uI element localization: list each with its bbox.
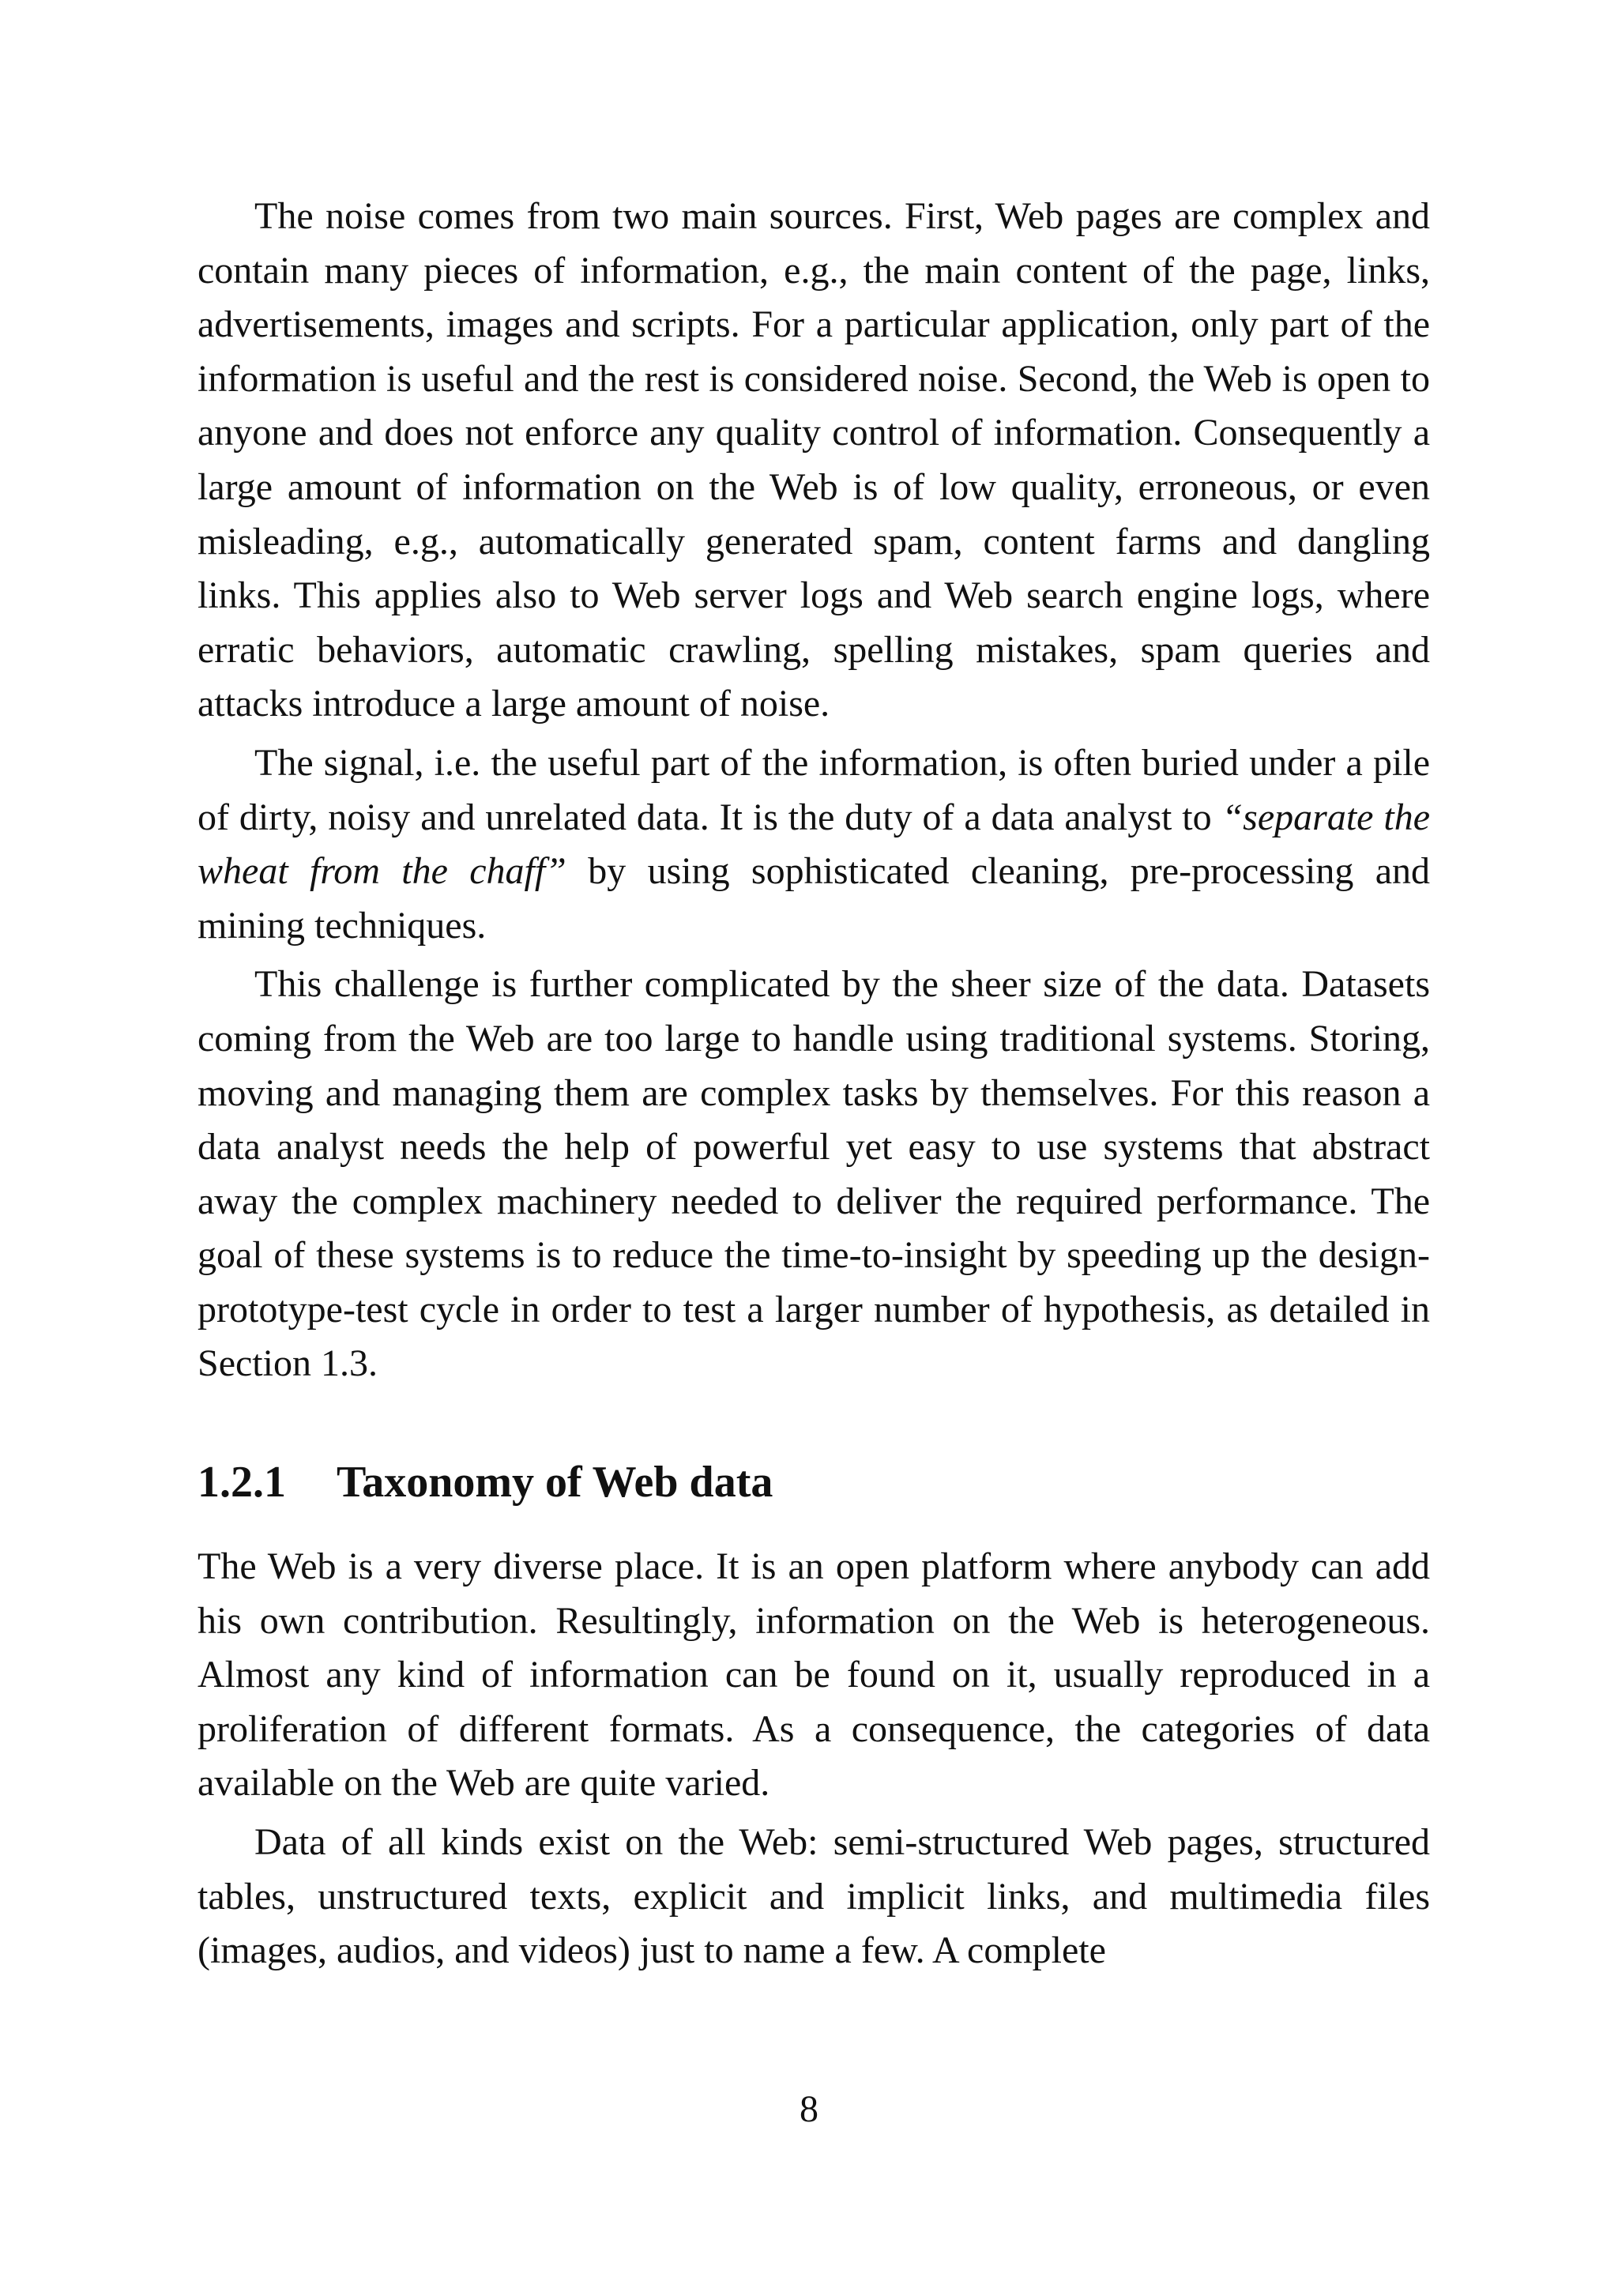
page-body <box>198 190 1430 1978</box>
paragraph-noise-sources: The noise comes from two main sources. First, Web pages are complex and contain many pieces of information, e.g., the main content of the page, links, advertisements, images and scripts. For a particular application, only part of the information is useful and the rest is considered noise. Second, the Web is open to anyone and does not enforce any quality control of information. Consequently a large amount of information on the Web is of low quality, erroneous, or even misleading, e.g., automatically generated spam, content farms and dangling links. This applies also to Web server logs and Web search engine logs, where erratic behaviors, automatic crawling, spelling mistakes, spam queries and attacks introduce a large amount of noise. <box>198 195 1430 725</box>
paragraph-data-kinds: Data of all kinds exist on the Web: semi-structured Web pages, structured tables, unstructured texts, explicit and implicit links, and multimedia files (images, audios, and videos) just to name a few. A complete <box>198 1821 1430 1972</box>
paragraph-signal <box>198 736 1430 953</box>
section-title: Taxonomy of Web data <box>337 1458 773 1507</box>
paragraph-web-diverse: The Web is a very diverse place. It is an open platform where anybody can add his own contribution. Resultingly, information on the Web is heterogeneous. Almost any kind of information can be found on it, usually reproduced in a proliferation of different formats. As a consequence, the categories of data available on the Web are quite varied. <box>198 1545 1430 1805</box>
section-heading <box>198 1455 1430 1510</box>
page-number: 8 <box>800 2088 818 2130</box>
paragraph-challenge: This challenge is further complicated by the sheer size of the data. Datasets coming from the Web are too large to handle using traditional systems. Storing, moving and managing them are complex tasks by themselves. For this reason a data analyst needs the help of powerful yet easy to use systems that abstract away the complex machinery needed to deliver the required performance. The goal of these systems is to reduce the time-to-insight by speeding up the design-prototype-test cycle in order to test a larger number of hypothesis, as detailed in Section 1.3. <box>198 963 1430 1385</box>
section-number: 1.2.1 <box>198 1458 286 1507</box>
paragraph-signal-text-start: The signal, i.e. the useful part of the information, is often buried under a pile of dirty, noisy and unrelated data. It is the duty of a data analyst to <box>198 741 1430 838</box>
paragraph-signal-quote: “separate the wheat from the chaff” <box>198 796 1431 893</box>
paragraph-signal-text-end: by using sophisticated cleaning, pre-processing and mining techniques. <box>198 850 1430 947</box>
